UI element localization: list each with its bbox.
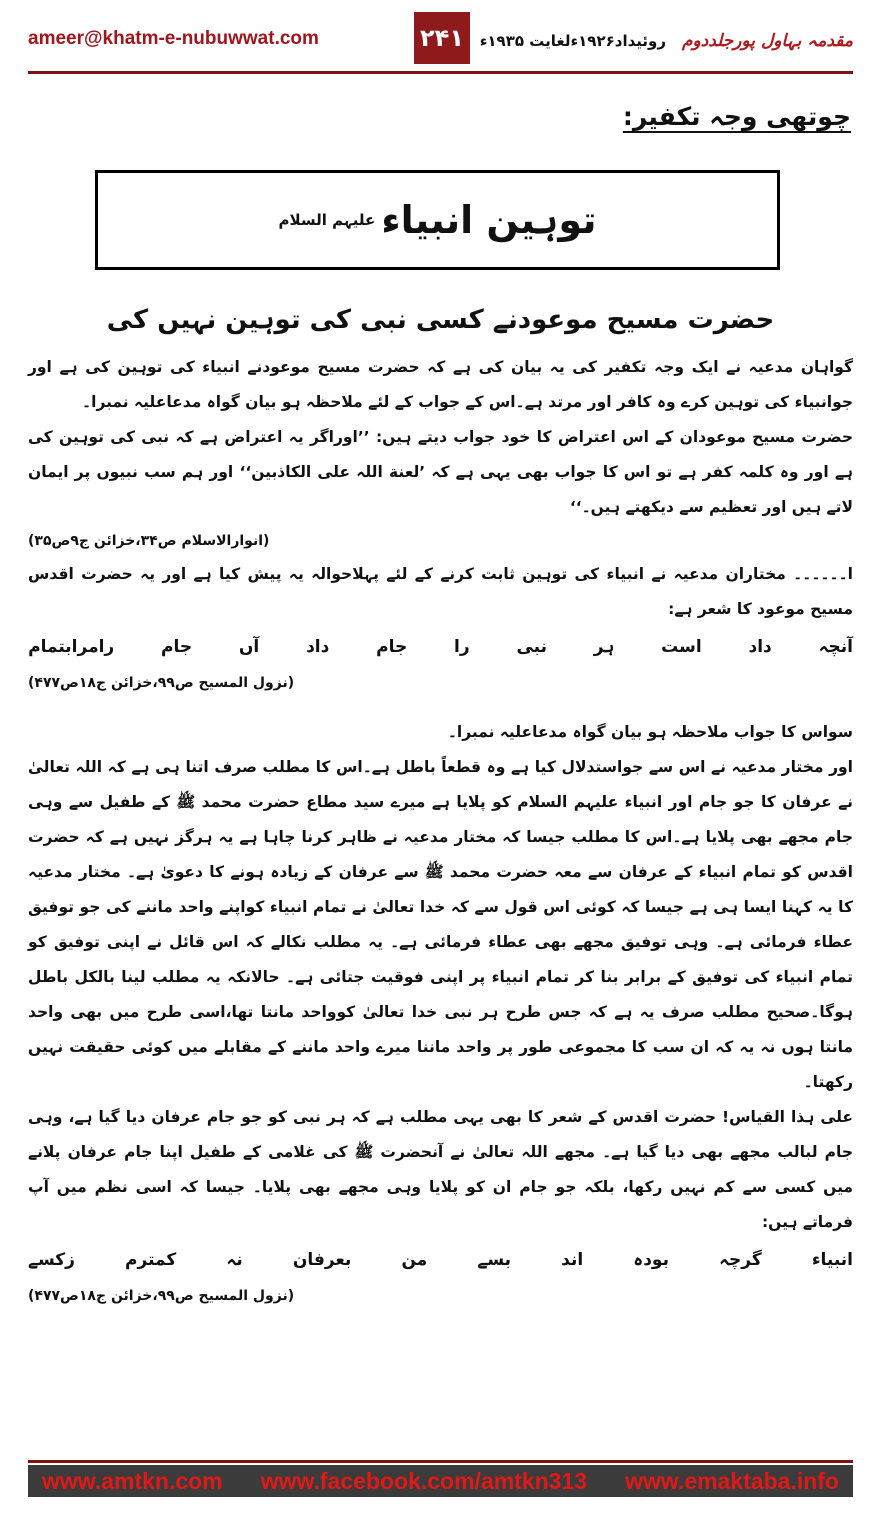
verse-word: نہ [226,1250,243,1270]
paragraph-3: ا۔۔۔۔۔۔ مختاران مدعیہ نے انبیاء کی توہین ثابت کرنے کے لئے پہلاحوالہ یہ پیش کیا ہے اور یہ حضرت اقدس مسیح موعود کا شعر ہے: [28,565,853,618]
verse-word: ہر [593,637,615,657]
paragraph-1: گواہان مدعیہ نے ایک وجہ تکفیر کی یہ بیان کی ہے کہ حضرت مسیح موعودنے انبیاء کی توہین کی ہے اور جوانبیاء کی توہین کرے وہ کافر اور مرتد ہے۔اس کے جواب کے لئے ملاحظہ ہو بیان گواہ مدعاعلیہ نمبرا۔ [28,358,853,411]
paragraph-2: حضرت مسیح موعودان کے اس اعتراض کا خود جواب دیتے ہیں: ’’اوراگر یہ اعتراض ہے کہ نبی کی توہین کی ہے اور وہ کلمہ کفر ہے تو اس کا جواب بھی یہی ہے کہ ’لعنة اللہ علی الکاذبین‘‘ اور ہم سب نبیوں پر ایمان لاتے ہیں اور تعظیم سے دیکھتے ہیں۔‘‘ [28,428,853,516]
verse-word: نبی [516,637,547,657]
verse-word: آنچہ [818,637,853,657]
title-honorific: علیہم السلام [278,211,376,229]
page-footer [28,1465,853,1497]
body-text [28,350,853,1312]
verse-word: بودہ [633,1250,669,1270]
verse-word: را [454,637,470,657]
page-number: ۲۴۱ [414,12,470,64]
verse-word: جام [376,637,408,657]
verse-2 [28,1240,853,1280]
chapter-title-box [95,170,780,270]
chapter-title: توہین انبیاء [381,198,597,242]
citation-1: (انوارالاسلام ص۳۴،خزائن ج۹ص۳۵) [28,533,270,549]
citation-3: (نزول المسیح ص۹۹،خزائن ج۱۸ص۴۷۷) [28,1288,295,1304]
verse-word: کمترم [125,1250,177,1270]
verse-word: داد [748,637,772,657]
book-title: مقدمہ بہاول پورجلددوم [681,31,853,51]
section-heading: چوتھی وجہ تکفیر: [622,102,851,131]
verse-word: اند [561,1250,584,1270]
verse-word: گرچہ [719,1250,762,1270]
verse-1 [28,627,853,667]
verse-word: آں [238,637,260,657]
subheading: حضرت مسیح موعودنے کسی نبی کی توہین نہیں کی [106,305,775,335]
footer-link-facebook[interactable]: www.facebook.com/amtkn313 [260,1467,588,1494]
page-header [28,12,853,70]
email-link[interactable]: ameer@khatm-e-nubuwwat.com [28,28,319,49]
header-subtitle: روئیداد۱۹۲۶ءلغایت ۱۹۳۵ء [479,32,666,50]
verse-word: جام [161,637,193,657]
verse-word: انبیاء [811,1250,853,1270]
paragraph-4: سواس کا جواب ملاحظہ ہو بیان گواہ مدعاعلیہ نمبرا۔ [447,723,853,741]
header-divider [28,71,853,74]
footer-link-emaktaba[interactable]: www.emaktaba.info [625,1467,839,1494]
verse-word: رامرابتمام [28,637,115,657]
citation-2: (نزول المسیح ص۹۹،خزائن ج۱۸ص۴۷۷) [28,675,295,691]
verse-word: من [401,1250,428,1270]
paragraph-5: اور مختار مدعیہ نے اس سے جواستدلال کیا ہے وہ قطعاً باطل ہے۔اس کا مطلب صرف اتنا ہی ہے کہ اللہ تعالیٰ نے عرفان کا جو جام اور انبیاء علیہم السلام کو پلایا ہے میرے سید مطاع حضرت محمد ﷺ کے طفیل سے وہی جام مجھے بھی پلایا ہے۔اس کا مطلب جیسا کہ مختار مدعیہ نے ظاہر کرنا چاہا ہے یہ ہرگز نہیں ہے کہ حضرت اقدس کو تمام انبیاء کے عرفان سے معہ حضرت محمد ﷺ سے عرفان کے زیادہ ہونے کا دعویٰ ہے۔ مختار مدعیہ کا یہ کہنا ایسا ہی ہے جیسا کہ کوئی اس قول سے کہ خدا تعالیٰ نے تمام انبیاء کواپنے واحد ماننے کی جو توفیق عطاء فرمائی ہے۔ وہی توفیق مجھے بھی عطاء فرمائی ہے۔ یہ مطلب نکالے کہ اس قائل نے اپنی توفیق کو تمام انبیاء کی توفیق کے برابر بنا کر تمام انبیاء پر اپنی فوقیت جتائی ہے۔ حالانکہ یہ مطلب لینا بالکل باطل ہوگا۔صحیح مطلب صرف یہ ہے کہ جس طرح ہر نبی خدا تعالیٰ کوواحد مانتا تھا،اسی طرح میں بھی واحد مانتا ہوں نہ یہ کہ ان سب کا مجموعی طور پر واحد ماننا میرے واحد ماننے کے مقابلے میں کوئی حقیقت نہیں رکھتا۔ [28,758,853,1091]
paragraph-6: علی ہذا القیاس! حضرت اقدس کے شعر کا بھی یہی مطلب ہے کہ ہر نبی کو جو جام عرفان دیا گیا ہے، وہی جام لبالب مجھے بھی دیا گیا ہے۔ مجھے اللہ تعالیٰ نے آنحضرت ﷺ کی غلامی کے طفیل اپنا جام عرفان پلانے میں کسی سے کم نہیں رکھا، بلکہ جو جام ان کو پلایا وہی مجھے بھی پلایا۔ جیسا کہ اسی نظم میں آپ فرماتے ہیں: [28,1108,853,1231]
verse-word: داد [306,637,330,657]
verse-word: بسے [477,1250,512,1270]
verse-word: زکسے [28,1250,75,1270]
footer-link-amtkn[interactable]: www.amtkn.com [42,1467,223,1494]
verse-word: بعرفان [292,1250,352,1270]
verse-word: است [661,637,702,657]
footer-divider [28,1460,853,1463]
